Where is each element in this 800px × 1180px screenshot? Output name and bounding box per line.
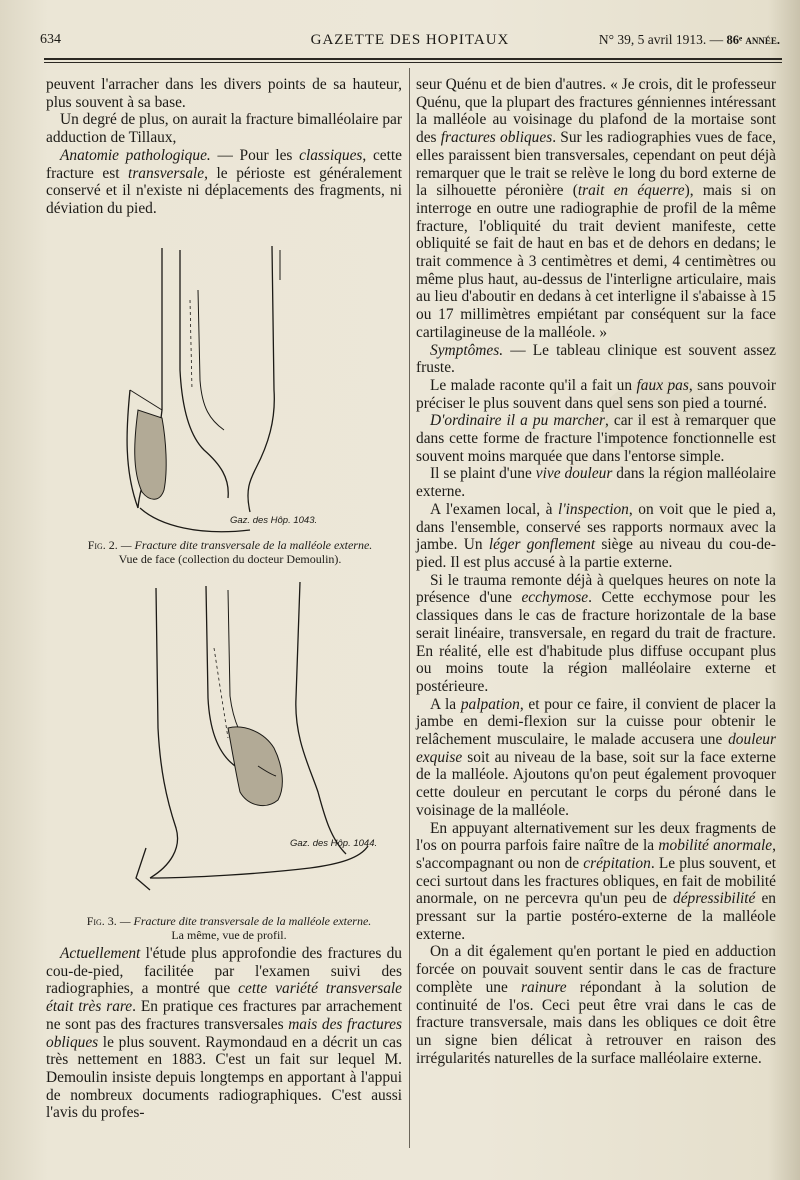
text-run: Si le trauma remonte déjà à quelques heures on note la présence d'une [416, 571, 776, 607]
fibula-outer [248, 246, 274, 512]
figure-2-front-view [100, 240, 320, 540]
paragraph [416, 820, 776, 944]
emphasis: ecchymose [521, 589, 589, 607]
left-column-bottom [46, 945, 402, 1122]
text-run: l'étude plus approfondie des fractures du cou-de-pied, facilitée par l'examen suivi des radiographies, a montré que [46, 945, 402, 998]
paragraph [416, 377, 776, 412]
text-run: ), mais si on interroge en outre une radiographie de profil de la même fracture, l'obliquité du trait devient manifeste, cette obliquité se fait de haut en bas et de dehors en dedans; le trait commence à 3 centimètres et demi, 4 centimètres ou même plus haut, au-dessus de l'interligne articulaire, mais au lieu d'aboutir en dedans à cet interligne il s'abaisse à 15 ou 17 millimètres empiétant par conséquent sur la face cartilagineuse de la malléole. » [416, 182, 776, 341]
fracture-dashed-line [190, 300, 192, 390]
emphasis: classiques [299, 146, 363, 164]
caption-line [58, 914, 400, 928]
text-run: soit au niveau de la base, soit sur la face externe de la malléole. Ajoutons qu'on peut également provoquer cette douleur en percutant le corps du péroné dans le voisinage de la malléole. [416, 748, 776, 819]
text-run: siège au niveau du cou-de-pied. Il est plus accusé à la partie externe. [416, 536, 776, 571]
text-run: , le périoste est généralement conservé et il n'existe ni déplacements des fragments, ni déviation du pied. [46, 164, 402, 217]
tibia-inner [180, 250, 228, 498]
malleolus-shaded [228, 727, 282, 806]
emphasis: mobilité anormale [658, 837, 773, 855]
text-run: le plus souvent. Raymondaud en a décrit un cas très nettement en 1883. C'est un fait sur lequel M. Demoulin insiste depuis longtemps en apportant à l'appui de nombreux documents radiographiques. C'est aussi l'avis du profes- [46, 1033, 402, 1122]
text-run: , car il est à remarquer que dans cette forme de fracture l'impotence fonctionnelle est souvent moins marquée que dans l'entorse simple. [416, 412, 777, 465]
text-run: Il se plaint d'une [430, 465, 536, 483]
paragraph: peuvent l'arracher dans les divers points de sa hauteur, plus souvent à sa base. [46, 76, 402, 111]
text-run: , on voit que le pied a, dans l'ensemble, conservé ses rapports normaux avec la jambe. Un [416, 500, 776, 554]
text-run: . Cette ecchymose pour les classiques dans le cas de fracture horizontale de la base serait linéaire, transversale, en regard du trait de fracture. En réalité, elle est d'habitude plus diffuse occupant plus ou moins toute la région malléolaire externe et postérieure. [416, 589, 777, 695]
text-run: En appuyant alternativement sur les deux fragments de l'os on pourra parfois faire naître de la [416, 819, 776, 855]
emphasis: douleur exquise [416, 731, 776, 766]
text-run: seur Quénu et de bien d'autres. « Je crois, dit le professeur Quénu, que la plupart des fractures génniennes intéressant la malléole au voisinage du plafond de la mortaise sont des [416, 76, 776, 147]
emphasis: faux pas [636, 376, 689, 394]
text-run: A l'examen local, à [430, 500, 559, 518]
malleolus-shaded [135, 410, 166, 499]
paragraph [416, 465, 776, 500]
text-run: , s'accompagnant ou non de [416, 837, 776, 872]
emphasis: l'inspection [558, 500, 629, 518]
figure-2-caption [60, 538, 400, 566]
caption-title: — Fracture dite transversale de la malléole externe. [116, 914, 372, 928]
issue-year: 86ᵉ année. [726, 33, 780, 47]
foot-sole [150, 846, 368, 878]
paragraph [46, 945, 402, 1122]
tibia-posterior [150, 588, 178, 878]
paragraph [416, 412, 776, 465]
figure-3-profile-view [110, 578, 378, 906]
text-run: Le malade raconte qu'il a fait un [430, 376, 637, 394]
paragraph [416, 572, 776, 696]
text-run: — Le tableau clinique est souvent assez fruste. [416, 341, 776, 377]
header-rule-thin [44, 62, 782, 63]
paragraph [416, 342, 776, 377]
text-run: . Le plus souvent, et ceci surtout dans les fractures obliques, en fait de mobilité anormale, on ne percevra qu'un peu de [416, 854, 776, 908]
emphasis: palpation [460, 695, 520, 713]
emphasis: D'ordinaire il a pu marcher [430, 412, 605, 430]
text-run: , et pour ce faire, il convient de placer la jambe en demi-flexion sur la cuisse pour obtenir le relâchement musculaire, le malade accusera une [416, 695, 776, 749]
fibula-inner [198, 290, 224, 430]
caption-sub: La même, vue de profil. [171, 928, 287, 942]
fracture-dashed-line [214, 648, 228, 738]
header-rule [44, 58, 782, 60]
emphasis: transversale [128, 164, 205, 182]
paragraph [416, 696, 776, 820]
right-column [416, 76, 776, 1067]
fracture-line [130, 390, 162, 410]
journal-title: GAZETTE DES HOPITAUX [310, 32, 510, 48]
caption-sub: Vue de face (collection du docteur Demoulin). [118, 552, 342, 566]
text-run: dans la région malléolaire externe. [416, 465, 776, 501]
text-run: . En pratique ces fractures par arrachement ne sont pas des fractures transversales [46, 998, 402, 1033]
paragraph: Un degré de plus, on aurait la fracture bimalléolaire par adduction de Tillaux, [46, 111, 402, 147]
emphasis: fractures obliques [440, 129, 553, 147]
text-run: en pressant sur la partie postéro-externe de la malléole externe. [416, 890, 776, 943]
issue-date: N° 39, 5 avril 1913. — [598, 32, 724, 47]
text-run: . Sur les radiographies vues de face, elles paraissent bien transversales, cependant on peut déjà remarquer que le trait se relève le long du bord externe de la silhouette péronière ( [416, 129, 776, 200]
caption-title: — Fracture dite transversale de la malléole externe. [117, 538, 373, 552]
emphasis: Actuellement [60, 945, 141, 962]
paragraph [416, 943, 776, 1067]
ankle-profile-drawing [110, 578, 378, 906]
text-run: répondant à la solution de continuité de l'os. Ceci peut être vrai dans le cas de fracture transversale, mais dans les obliques ce doit être un signe bien délicat à retrouver en raison des irrégularités naturelles de la surface malléolaire externe. [416, 978, 777, 1067]
emphasis: rainure [520, 978, 567, 996]
emphasis: vive douleur [535, 465, 613, 483]
emphasis: trait en équerre [577, 182, 685, 200]
paragraph [416, 76, 776, 342]
text-run: A la [430, 695, 461, 713]
paragraph [416, 501, 776, 572]
text-run: , sans pouvoir préciser le plus souvent dans quel sens son pied a tourné. [416, 376, 776, 412]
caption-lead: Fig. 3. [86, 914, 117, 928]
text-run: — Pour les [210, 146, 300, 164]
text-run: On a dit également qu'en portant le pied en adduction forcée on pouvait souvent sentir dans le cas de fracture complète une [416, 943, 776, 996]
paragraph [46, 147, 402, 218]
column-divider [409, 68, 410, 1148]
section-heading: Symptômes. [430, 341, 504, 359]
heel-outline [136, 848, 150, 890]
section-heading: Anatomie pathologique. [60, 146, 211, 164]
emphasis: crépitation [583, 854, 651, 872]
emphasis: dépressibilité [673, 890, 756, 908]
emphasis: cette variété transversale était très rare [46, 980, 402, 1016]
caption-line [60, 538, 400, 552]
page-header [40, 30, 780, 54]
emphasis: mais des fractures obliques [46, 1015, 402, 1051]
emphasis: léger gonflement [488, 536, 596, 554]
anterior-edge [296, 582, 346, 854]
figure-3-caption [58, 914, 400, 942]
text-run: , cette fracture est [46, 146, 402, 182]
caption-lead: Fig. 2. [87, 538, 118, 552]
ankle-front-drawing [100, 240, 320, 540]
figure-label: Gaz. des Hôp. 1043. [230, 515, 318, 526]
issue-info [599, 32, 780, 48]
page-number: 634 [40, 32, 61, 47]
figure-label: Gaz. des Hôp. 1044. [290, 838, 378, 849]
left-column-top [46, 76, 402, 218]
